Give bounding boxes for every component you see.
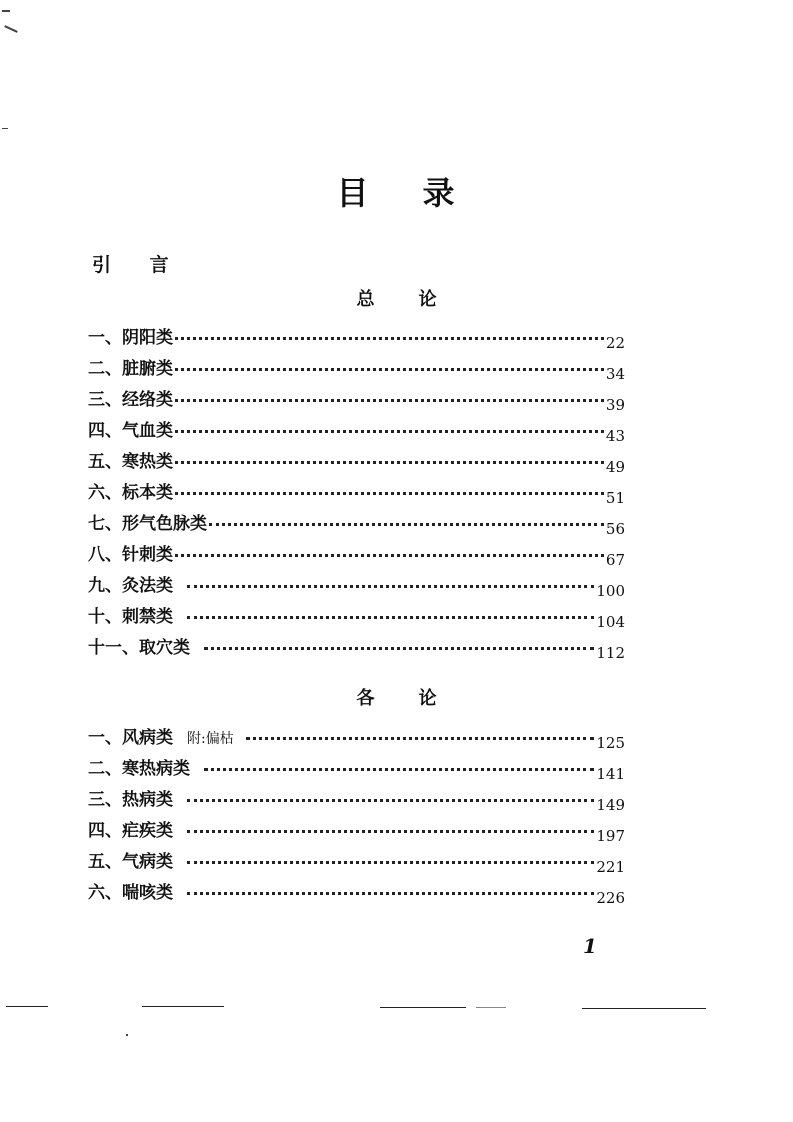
toc-entry-label: 三、热病类 [88,790,173,810]
dot-leader [175,491,604,495]
divider-rule [582,1008,706,1009]
toc-entry-label: 十、刺禁类 [88,607,173,627]
toc-entry-label: 六、喘咳类 [88,883,173,903]
toc-entry-page: 67 [605,551,625,569]
toc-entry-page: 125 [596,734,625,752]
divider-rule [6,1006,48,1007]
dot-leader [175,553,604,557]
dot-leader [175,429,604,433]
toc-entry[interactable] [88,323,625,354]
dot-leader [187,891,594,895]
section-heading-specific [0,684,793,710]
section-heading-char: 总 [356,289,375,310]
toc-entry-label: 六、标本类 [88,483,173,503]
toc-entry-note: 附:偏枯 [187,731,234,747]
toc-entry-label: 四、气血类 [88,421,173,441]
toc-entry-page: 149 [596,796,625,814]
toc-entry-label: 九、灸法类 [88,576,173,596]
page-number: 1 [583,934,597,958]
toc-entry-label: 五、寒热类 [88,452,173,472]
section-heading-char: 论 [418,289,437,310]
toc-entry[interactable] [88,447,625,478]
divider-rule [142,1006,224,1007]
toc-entry[interactable] [88,416,625,447]
dot-leader [175,336,604,340]
toc-entry[interactable] [88,354,625,385]
toc-entry[interactable] [88,847,625,878]
toc-entry[interactable] [88,878,625,909]
toc-entry[interactable] [88,509,625,540]
section-heading-char: 论 [418,688,437,709]
toc-entry[interactable] [88,633,625,664]
toc-entry-page: 22 [605,334,625,352]
toc-entry-label: 十一、取穴类 [88,638,190,658]
toc-entry-label: 一、风病类 [88,728,173,748]
toc-entry-page: 49 [605,458,625,476]
toc-entry-label: 一、阴阳类 [88,328,173,348]
scan-mark [2,10,10,12]
toc-entry[interactable] [88,385,625,416]
toc-entry[interactable] [88,723,625,754]
dot-leader [187,584,594,588]
toc-entry-label: 二、寒热病类 [88,759,190,779]
toc-entry[interactable] [88,540,625,571]
toc-entry-page: 51 [605,489,625,507]
toc-entry-page: 34 [605,365,625,383]
toc-entry-label: 五、气病类 [88,852,173,872]
dot-leader [209,522,604,526]
dot-leader [246,736,595,740]
toc-entry-label: 八、针刺类 [88,545,173,565]
toc-entry[interactable] [88,754,625,785]
toc-entry-page: 104 [596,613,625,631]
divider-rule [476,1007,506,1008]
dot-leader [187,615,594,619]
section-heading-char: 各 [356,688,375,709]
toc-entry-page: 112 [596,644,625,662]
toc-entry[interactable] [88,785,625,816]
section-heading-general [0,285,793,311]
dot-leader [175,367,604,371]
scan-mark [126,1034,128,1036]
toc-entry-label: 七、形气色脉类 [88,514,207,534]
page-title-char-1: 目 [336,174,371,212]
toc-list-specific [88,723,625,909]
toc-entry-label: 四、疟疾类 [88,821,173,841]
dot-leader [175,398,604,402]
page-title-char-2: 录 [422,174,457,212]
toc-entry-page: 226 [596,889,625,907]
toc-entry[interactable] [88,602,625,633]
toc-entry-page: 141 [596,765,625,783]
dot-leader [187,829,594,833]
toc-entry[interactable] [88,816,625,847]
toc-list-general [88,323,625,664]
toc-entry-page: 197 [596,827,625,845]
toc-entry-label: 三、经络类 [88,390,173,410]
toc-entry-page: 221 [596,858,625,876]
scan-mark [4,25,18,33]
dot-leader [187,860,594,864]
toc-entry-page: 56 [605,520,625,538]
intro-heading: 引 言 [92,254,185,276]
toc-entry-page: 100 [596,582,625,600]
dot-leader [204,646,594,650]
toc-entry[interactable] [88,571,625,602]
page-title [0,168,793,214]
divider-rule [380,1007,466,1008]
dot-leader [204,767,594,771]
dot-leader [175,460,604,464]
toc-entry-page: 39 [605,396,625,414]
toc-entry[interactable] [88,478,625,509]
toc-entry-page: 43 [605,427,625,445]
toc-entry-label: 二、脏腑类 [88,359,173,379]
scan-mark [2,128,8,129]
dot-leader [187,798,594,802]
